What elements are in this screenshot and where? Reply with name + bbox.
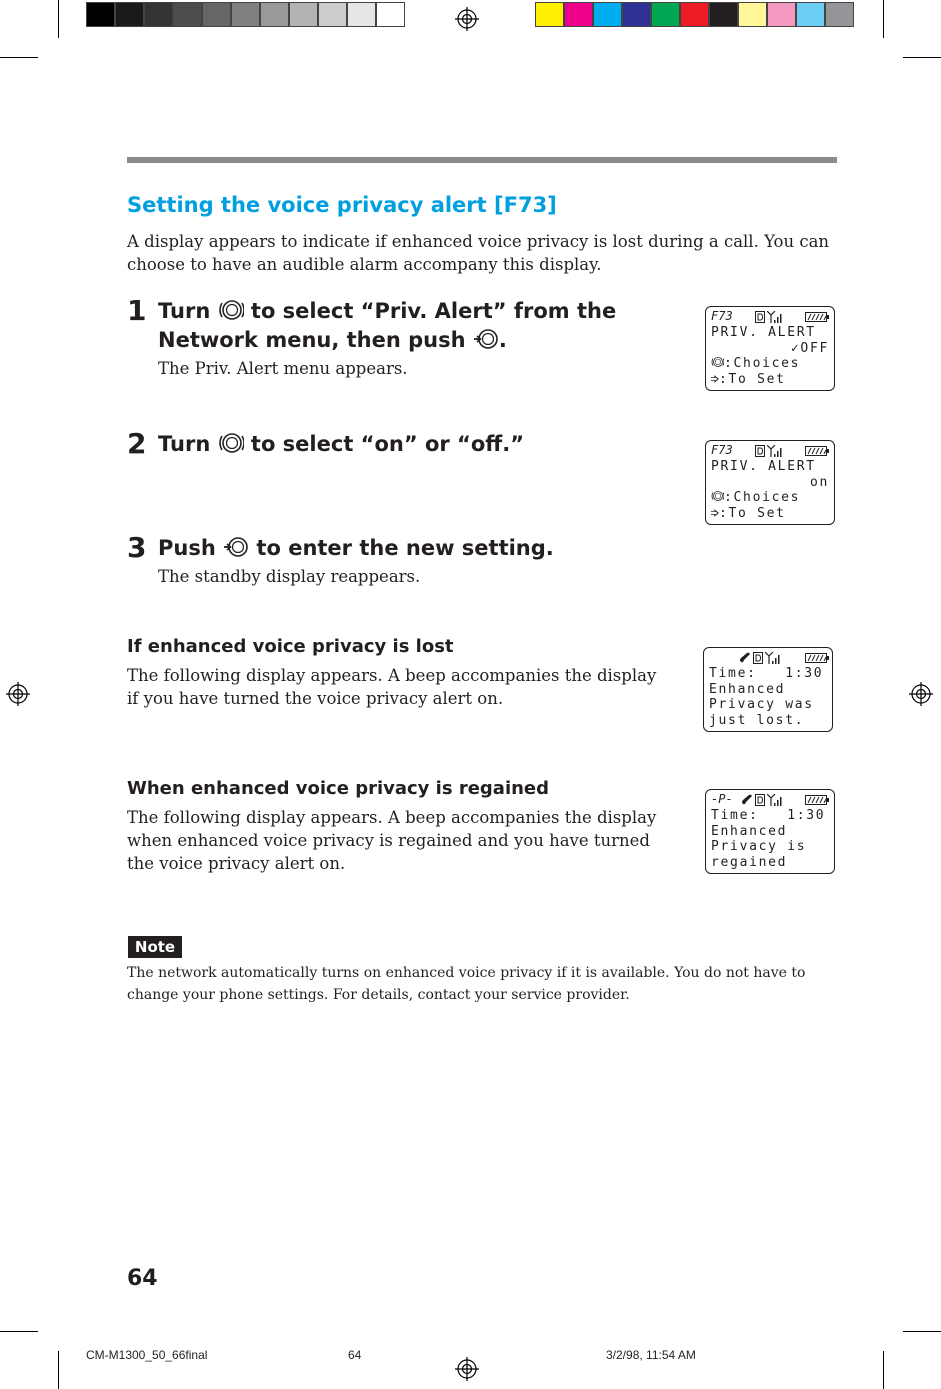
lcd-display-privacy-regained xyxy=(705,789,835,874)
handset-icon xyxy=(739,652,751,664)
color-swatch xyxy=(709,2,738,27)
step-1-line-1 xyxy=(158,297,616,326)
digital-mode-icon xyxy=(755,445,765,457)
lcd-line: Privacy was xyxy=(709,697,814,712)
step-1-verb: Turn xyxy=(158,299,211,323)
header-rule xyxy=(127,157,837,163)
color-swatch xyxy=(593,2,622,27)
battery-icon xyxy=(805,312,829,322)
step-1-instruction-cont: Network menu, then push xyxy=(158,328,466,352)
function-code: F73 xyxy=(711,309,733,323)
note-text: The network automatically turns on enhanced voice privacy if it is available. You do not have to change your phone settings. For details, contact your service provider. xyxy=(127,965,806,1003)
lcd-line: Time: 1:30 xyxy=(711,808,826,823)
color-swatch xyxy=(825,2,854,27)
registration-mark-icon xyxy=(455,1357,479,1381)
step-3-line-1 xyxy=(158,534,554,563)
jog-dial-icon xyxy=(218,432,244,454)
lost-heading: If enhanced voice privacy is lost xyxy=(127,636,454,657)
step-2-instruction: to select “on” or “off.” xyxy=(250,432,525,456)
lcd-line: regained xyxy=(711,854,788,870)
lcd-line: Time: 1:30 xyxy=(709,666,824,681)
battery-icon xyxy=(805,653,829,663)
color-swatch xyxy=(173,2,202,27)
lcd-choices-line xyxy=(711,490,829,506)
lcd-display-privacy-lost xyxy=(703,647,833,732)
function-code: F73 xyxy=(711,443,733,457)
step-1-result: The Priv. Alert menu appears. xyxy=(158,359,408,378)
step-number: 3 xyxy=(127,531,147,564)
registration-mark-icon xyxy=(909,682,933,706)
arrow-icon xyxy=(711,508,719,518)
jog-dial-icon xyxy=(218,299,244,321)
digital-mode-icon xyxy=(753,652,763,664)
arrow-icon xyxy=(711,374,719,384)
lcd-line: :Choices xyxy=(724,490,801,505)
slug-page: 64 xyxy=(348,1348,362,1362)
lcd-set-line xyxy=(711,372,829,388)
registration-mark-icon xyxy=(6,682,30,706)
step-3-verb: Push xyxy=(158,536,216,560)
color-swatch xyxy=(144,2,173,27)
step-1-period: . xyxy=(498,328,507,352)
signal-icon xyxy=(765,652,781,664)
color-swatch xyxy=(738,2,767,27)
color-swatch xyxy=(318,2,347,27)
lcd-choices-line xyxy=(711,356,829,372)
color-swatch xyxy=(115,2,144,27)
color-swatch xyxy=(767,2,796,27)
signal-icon xyxy=(767,445,783,457)
step-2-verb: Turn xyxy=(158,432,211,456)
lcd-line: Privacy is xyxy=(711,839,807,854)
registration-mark-icon xyxy=(455,7,479,31)
color-swatch xyxy=(347,2,376,27)
handset-icon xyxy=(741,794,753,806)
lcd-line: :To Set xyxy=(719,371,786,387)
color-swatch xyxy=(289,2,318,27)
color-swatch xyxy=(622,2,651,27)
color-swatch xyxy=(680,2,709,27)
push-dial-icon xyxy=(473,328,499,350)
lcd-line: PRIV. ALERT xyxy=(711,459,816,474)
step-1-line-2 xyxy=(158,326,507,355)
privacy-indicator: -P- xyxy=(711,792,733,806)
jog-dial-icon xyxy=(711,490,724,502)
lcd-display-priv-alert-on xyxy=(705,440,835,525)
crop-mark xyxy=(0,1331,38,1332)
push-dial-icon xyxy=(223,536,249,558)
lcd-line: on xyxy=(809,474,829,490)
section-title: Setting the voice privacy alert [F73] xyxy=(127,193,557,217)
page-number: 64 xyxy=(127,1266,158,1291)
slug-filename: CM-M1300_50_66final xyxy=(86,1348,208,1362)
crop-mark xyxy=(58,0,59,38)
crop-mark xyxy=(883,0,884,38)
digital-mode-icon xyxy=(755,794,765,806)
color-swatch xyxy=(376,2,405,27)
crop-mark xyxy=(903,1331,941,1332)
regained-heading: When enhanced voice privacy is regained xyxy=(127,778,550,799)
lcd-line: just lost. xyxy=(709,712,805,728)
crop-mark xyxy=(0,57,38,58)
crop-mark xyxy=(883,1351,884,1389)
signal-icon xyxy=(767,794,783,806)
battery-icon xyxy=(805,795,829,805)
note-badge: Note xyxy=(128,936,182,958)
step-3-result: The standby display reappears. xyxy=(158,567,421,586)
color-swatch xyxy=(535,2,564,27)
step-2-line-1 xyxy=(158,430,524,459)
color-swatch xyxy=(231,2,260,27)
lcd-set-line xyxy=(711,506,829,522)
step-number: 2 xyxy=(127,427,147,460)
lcd-line: PRIV. ALERT xyxy=(711,325,816,340)
intro-paragraph: A display appears to indicate if enhanced voice privacy is lost during a call. You can choose to have an audible alarm accompany this display. xyxy=(127,232,830,274)
regained-paragraph: The following display appears. A beep accompanies the display when enhanced voice privacy is regained and you have turned the voice privacy alert on. xyxy=(127,808,657,873)
step-3-instruction: to enter the new setting. xyxy=(256,536,554,560)
step-number: 1 xyxy=(127,294,147,327)
battery-icon xyxy=(805,446,829,456)
lcd-line: Enhanced xyxy=(709,681,786,697)
lcd-line: Enhanced xyxy=(711,823,788,839)
color-swatch xyxy=(86,2,115,27)
digital-mode-icon xyxy=(755,311,765,323)
crop-mark xyxy=(58,1351,59,1389)
color-swatch xyxy=(564,2,593,27)
jog-dial-icon xyxy=(711,356,724,368)
slug-date: 3/2/98, 11:54 AM xyxy=(606,1348,696,1362)
color-swatch xyxy=(260,2,289,27)
color-swatch xyxy=(796,2,825,27)
color-swatch xyxy=(651,2,680,27)
lcd-line: :Choices xyxy=(724,356,801,371)
lost-paragraph: The following display appears. A beep accompanies the display if you have turned the voice privacy alert on. xyxy=(127,666,657,708)
lcd-line: ✓OFF xyxy=(790,340,829,356)
step-1-instruction: to select “Priv. Alert” from the xyxy=(250,299,617,323)
color-swatch xyxy=(202,2,231,27)
crop-mark xyxy=(903,57,941,58)
lcd-line: :To Set xyxy=(719,505,786,521)
signal-icon xyxy=(767,311,783,323)
lcd-display-priv-alert-off xyxy=(705,306,835,391)
